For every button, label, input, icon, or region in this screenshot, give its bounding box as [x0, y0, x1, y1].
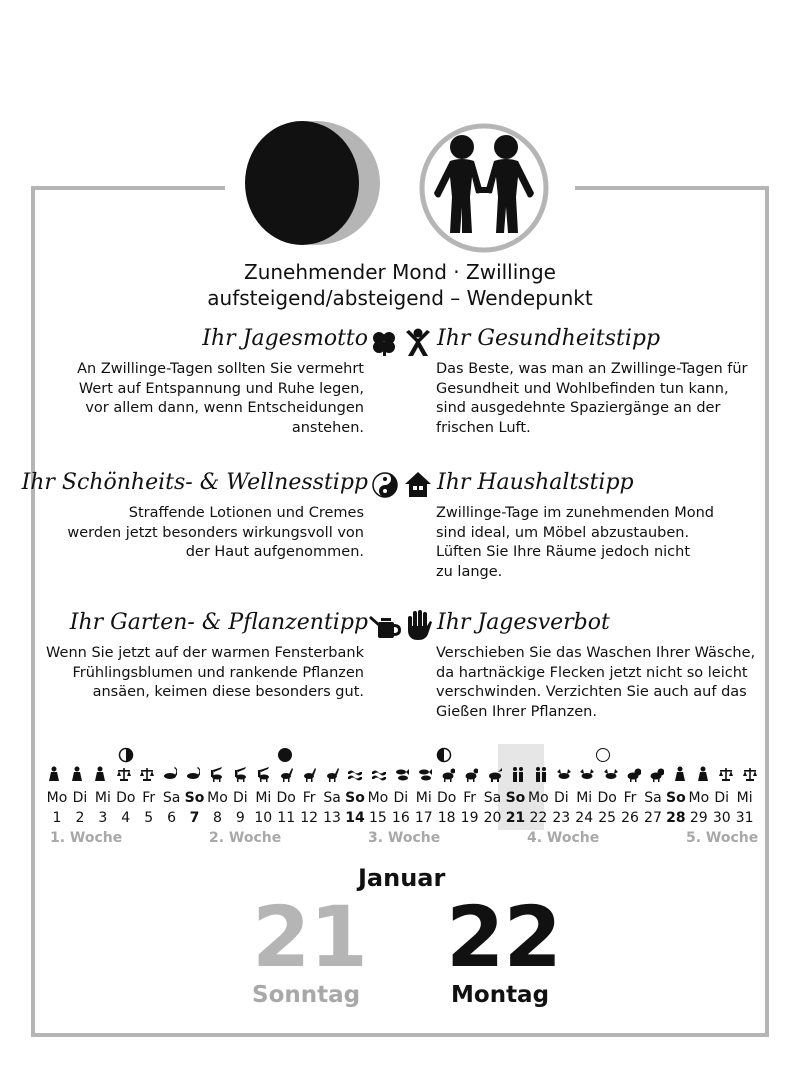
- date-label[interactable]: 3: [98, 810, 108, 826]
- capricorn-icon: [325, 766, 339, 782]
- clover-icon: [371, 330, 397, 356]
- beauty-heading: Ihr Schönheits- & Wellnesstipp: [21, 470, 368, 495]
- date-label[interactable]: 10: [254, 810, 273, 826]
- garden-text: Wenn Sie jetzt auf der warmen Fensterbank Frühlingsblumen und rankende Pflanzen ansäen, keimen diese besonders gut.: [46, 645, 364, 700]
- date-label[interactable]: 26: [621, 810, 639, 826]
- date-label[interactable]: 2: [75, 810, 85, 826]
- motto-heading: Ihr Jagesmotto: [202, 326, 368, 351]
- weekday-label: Di: [393, 790, 409, 806]
- cancer-icon: [604, 766, 618, 782]
- capricorn-icon: [279, 766, 293, 782]
- date-label[interactable]: 1: [52, 810, 62, 826]
- weekday-label: Mi: [415, 790, 432, 806]
- weekday-label: Do: [276, 790, 296, 806]
- date-row: [46, 810, 756, 826]
- weekday-label: Di: [233, 790, 248, 806]
- weekday-label: So: [184, 790, 205, 806]
- date-label[interactable]: 14: [345, 810, 365, 826]
- watering-can-icon: [368, 610, 402, 642]
- date-label[interactable]: 9: [235, 810, 245, 826]
- date-label[interactable]: 19: [460, 810, 479, 826]
- date-label[interactable]: 22: [529, 810, 548, 826]
- week-label-5: 5. Woche: [686, 830, 759, 846]
- date-label[interactable]: 28: [666, 810, 686, 826]
- household-heading: Ihr Haushaltstipp: [437, 470, 634, 495]
- gemini-icon: [511, 766, 525, 782]
- weekday-label: Do: [597, 790, 617, 806]
- virgo-icon: [673, 766, 687, 782]
- weekday-label: Sa: [162, 790, 181, 806]
- person-stretch-icon: [404, 328, 432, 358]
- current-day-name: Montag: [451, 982, 550, 1008]
- date-label[interactable]: 24: [575, 810, 594, 826]
- yin-yang-icon: [372, 472, 398, 498]
- weekday-label: Do: [436, 790, 457, 806]
- weekday-label: Di: [72, 790, 88, 806]
- date-label[interactable]: 16: [391, 810, 410, 826]
- weekday-label: Mo: [528, 790, 549, 806]
- sagittarius-icon: [209, 766, 223, 782]
- last-quarter-moon-icon: [436, 747, 452, 763]
- sagittarius-icon: [233, 766, 247, 782]
- weekday-label: Fr: [463, 790, 476, 806]
- date-label[interactable]: 4: [121, 810, 131, 826]
- current-day-number: 22: [446, 888, 561, 986]
- forbidden-heading: Ihr Jagesverbot: [437, 610, 610, 635]
- weekday-label: Di: [714, 790, 730, 806]
- weekday-label: Sa: [323, 790, 341, 806]
- date-label[interactable]: 23: [552, 810, 571, 826]
- waxing-moon-icon: [244, 120, 382, 246]
- first-quarter-moon-icon: [118, 747, 134, 763]
- stop-hand-icon: [406, 610, 432, 640]
- weekday-label: So: [345, 790, 365, 806]
- health-heading: Ihr Gesundheitstipp: [437, 326, 661, 351]
- moon-direction-text: aufsteigend/absteigend – Wendepunkt: [207, 286, 593, 310]
- weekday-label: Fr: [142, 790, 156, 806]
- weekday-label: So: [505, 790, 526, 806]
- date-label[interactable]: 6: [167, 810, 177, 826]
- health-text: Das Beste, was man an Zwillinge-Tagen für Gesundheit und Wohlbefinden tun kann, sind ausgedehnte Spaziergänge an der frischen Luft.: [436, 361, 748, 436]
- weekday-label: Sa: [644, 790, 662, 806]
- leo-icon: [627, 766, 641, 782]
- leo-icon: [650, 766, 664, 782]
- week-label-4: 4. Woche: [527, 830, 600, 846]
- virgo-icon: [93, 766, 107, 782]
- date-label[interactable]: 13: [323, 810, 341, 826]
- house-icon: [404, 470, 432, 498]
- virgo-icon: [70, 766, 84, 782]
- moon-phase-text: Zunehmender Mond · Zwillinge: [244, 260, 556, 284]
- motto-text: An Zwillinge-Tagen sollten Sie vermehrt Wert auf Entspannung und Ruhe legen, vor allem dann, wenn Entscheidungen anstehen.: [77, 361, 364, 436]
- full-moon-icon: [595, 747, 611, 763]
- prev-day-number: 21: [252, 888, 367, 986]
- scorpio-icon: [186, 766, 200, 782]
- date-label[interactable]: 31: [735, 810, 754, 826]
- weekday-label: Fr: [302, 790, 316, 806]
- date-label[interactable]: 8: [212, 810, 222, 826]
- week-label-2: 2. Woche: [209, 830, 282, 846]
- date-label[interactable]: 21: [505, 810, 526, 826]
- aries-icon: [441, 766, 455, 782]
- pisces-icon: [418, 766, 432, 782]
- sagittarius-icon: [256, 766, 270, 782]
- weekday-label: Sa: [483, 790, 502, 806]
- weekday-label: Mo: [367, 790, 389, 806]
- virgo-icon: [696, 766, 710, 782]
- frame-right: [765, 186, 769, 1037]
- frame-left: [31, 186, 35, 1037]
- taurus-icon: [488, 766, 502, 782]
- date-label[interactable]: 25: [598, 810, 617, 826]
- beauty-text: Straffende Lotionen und Cremes werden jetzt besonders wirkungsvoll von der Haut aufgenommen.: [67, 505, 364, 560]
- garden-heading: Ihr Garten- & Pflanzentipp: [69, 610, 368, 635]
- capricorn-icon: [302, 766, 316, 782]
- date-label[interactable]: 15: [368, 810, 387, 826]
- weekday-row: [46, 790, 756, 806]
- weekday-label: Mi: [255, 790, 272, 806]
- aquarius-icon: [348, 766, 362, 782]
- cancer-icon: [557, 766, 571, 782]
- weekday-label: Di: [553, 790, 569, 806]
- libra-icon: [117, 766, 131, 782]
- household-text: Zwillinge-Tage im zunehmenden Mond sind ideal, um Möbel abzustauben. Lüften Sie Ihre Räume jedoch nicht zu lange.: [436, 505, 714, 580]
- weekday-label: Fr: [623, 790, 637, 806]
- date-label[interactable]: 7: [189, 810, 200, 826]
- weekday-label: Mi: [576, 790, 593, 806]
- gemini-sign-icon: [416, 123, 552, 253]
- zodiac-row: [47, 766, 757, 782]
- date-label[interactable]: 27: [644, 810, 662, 826]
- weekday-label: Mo: [207, 790, 228, 806]
- month-label: Januar: [358, 864, 446, 892]
- date-label[interactable]: 18: [437, 810, 456, 826]
- virgo-icon: [47, 766, 61, 782]
- new-moon-icon: [277, 747, 293, 763]
- libra-icon: [719, 766, 733, 782]
- date-label[interactable]: 17: [414, 810, 433, 826]
- libra-icon: [743, 766, 757, 782]
- date-label[interactable]: 5: [144, 810, 154, 826]
- weekday-label: So: [666, 790, 686, 806]
- date-label[interactable]: 12: [300, 810, 319, 826]
- cancer-icon: [580, 766, 594, 782]
- date-label[interactable]: 11: [277, 810, 296, 826]
- date-label[interactable]: 20: [483, 810, 502, 826]
- frame-top-right: [575, 186, 769, 190]
- forbidden-text: Verschieben Sie das Waschen Ihrer Wäsche, da hartnäckige Flecken jetzt nicht so leicht verschwinden. Verzichten Sie auch auf das Gießen Ihrer Pflanzen.: [436, 645, 756, 720]
- date-label[interactable]: 30: [712, 810, 731, 826]
- aquarius-icon: [372, 766, 386, 782]
- prev-day-name: Sonntag: [252, 982, 361, 1008]
- scorpio-icon: [163, 766, 177, 782]
- gemini-icon: [534, 766, 548, 782]
- weekday-label: Mi: [94, 790, 111, 806]
- weekday-label: Do: [116, 790, 136, 806]
- libra-icon: [140, 766, 154, 782]
- frame-top-left: [31, 186, 225, 190]
- aries-icon: [464, 766, 478, 782]
- week-label-3: 3. Woche: [368, 830, 441, 846]
- frame-bottom: [31, 1033, 769, 1037]
- weekday-label: Mo: [688, 790, 710, 806]
- date-label[interactable]: 29: [689, 810, 708, 826]
- pisces-icon: [395, 766, 409, 782]
- weekday-label: Mi: [736, 790, 753, 806]
- weekday-label: Mo: [46, 790, 68, 806]
- week-label-1: 1. Woche: [50, 830, 123, 846]
